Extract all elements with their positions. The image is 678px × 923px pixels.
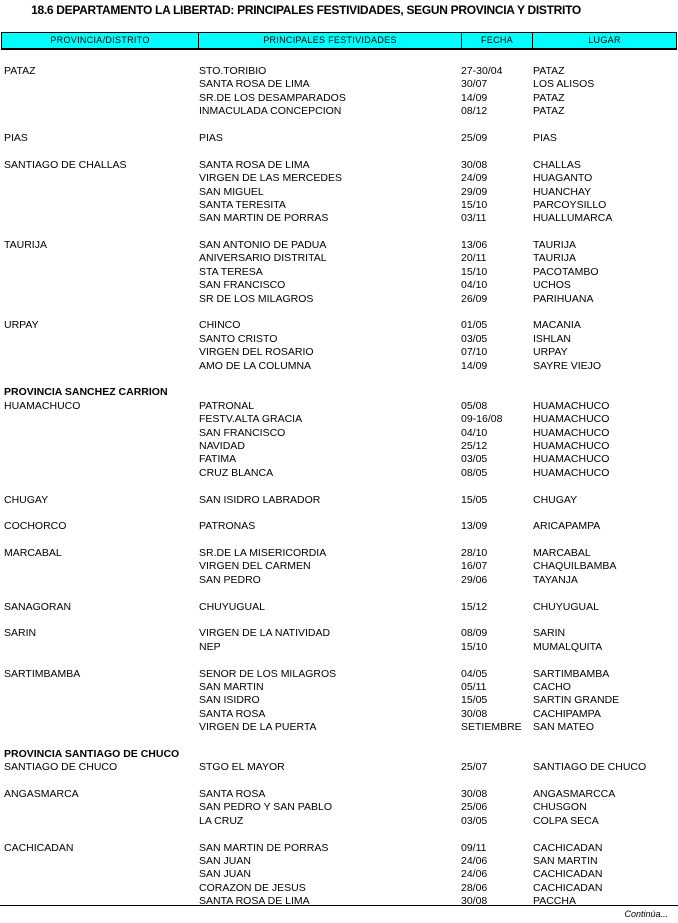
spacer-row xyxy=(0,507,678,520)
festividad-cell: STA TERESA xyxy=(199,265,263,278)
festividad-cell: VIRGEN DEL ROSARIO xyxy=(199,346,314,359)
festividad-cell: SAN ISIDRO xyxy=(199,694,260,707)
spacer-row xyxy=(0,119,678,132)
province-heading xyxy=(0,386,678,399)
fecha-cell: 15/05 xyxy=(461,493,488,506)
table-row xyxy=(0,413,678,426)
distrito-cell: URPAY xyxy=(4,319,39,332)
table-row xyxy=(0,494,678,507)
lugar-cell: ARICAPAMPA xyxy=(533,520,601,533)
lugar-cell: UCHOS xyxy=(533,279,571,292)
fecha-cell: 16/07 xyxy=(461,560,488,573)
fecha-cell: 01/05 xyxy=(461,319,488,332)
festividad-cell: NAVIDAD xyxy=(199,439,245,452)
table-row xyxy=(0,801,678,814)
fecha-cell: 27-30/04 xyxy=(461,65,503,77)
festividad-cell: SAN ANTONIO DE PADUA xyxy=(199,239,327,252)
festividad-cell: PIAS xyxy=(199,131,223,144)
page-title: 18.6 DEPARTAMENTO LA LIBERTAD: PRINCIPALES FESTIVIDADES, SEGUN PROVINCIA Y DISTRITO xyxy=(31,3,581,17)
fecha-cell: 04/10 xyxy=(461,426,488,439)
lugar-cell: CHAQUILBAMBA xyxy=(533,560,617,573)
festividad-cell: CHUYUGUAL xyxy=(199,600,265,613)
festividad-cell: SAN MARTIN DE PORRAS xyxy=(199,212,329,225)
distrito-cell: COCHORCO xyxy=(4,520,67,533)
distrito-cell: SANAGORAN xyxy=(4,600,72,613)
table-row xyxy=(0,319,678,332)
table-row xyxy=(0,761,678,774)
lugar-cell: CACHO xyxy=(533,680,571,693)
festividad-cell: CRUZ BLANCA xyxy=(199,466,274,479)
fecha-cell: 15/12 xyxy=(461,600,488,613)
fecha-cell: 07/10 xyxy=(461,346,488,359)
lugar-cell: MUMALQUITA xyxy=(533,640,603,653)
header-lugar: LUGAR xyxy=(588,35,621,45)
table-row xyxy=(0,681,678,694)
table-row xyxy=(0,627,678,640)
lugar-cell: SARTIN GRANDE xyxy=(533,694,620,707)
festividad-cell: SAN PEDRO Y SAN PABLO xyxy=(199,801,333,814)
fecha-cell: 25/07 xyxy=(461,761,488,774)
festividad-cell: SANTA ROSA xyxy=(199,788,266,801)
table-row xyxy=(0,895,678,908)
spacer-row xyxy=(0,373,678,386)
festividad-cell: AMO DE LA COLUMNA xyxy=(199,359,312,372)
fecha-cell: 30/08 xyxy=(461,895,488,908)
fecha-cell: 24/09 xyxy=(461,172,488,185)
festividad-cell: PATRONAL xyxy=(199,399,255,412)
distrito-cell: CACHICADAN xyxy=(4,841,74,854)
spacer-row xyxy=(0,480,678,493)
lugar-cell: HUAMACHUCO xyxy=(533,399,610,412)
fecha-cell: 15/05 xyxy=(461,694,488,707)
table-row xyxy=(0,239,678,252)
fecha-cell: 30/08 xyxy=(461,707,488,720)
table-header xyxy=(1,32,677,50)
fecha-cell: 25/06 xyxy=(461,801,488,814)
festividad-cell: SAN FRANCISCO xyxy=(199,426,286,439)
spacer-row xyxy=(0,145,678,158)
table-row xyxy=(0,65,678,78)
table-row xyxy=(0,346,678,359)
festividad-cell: VIRGEN DEL CARMEN xyxy=(199,560,311,573)
table-row xyxy=(0,105,678,118)
table-row xyxy=(0,467,678,480)
lugar-cell: MARCABAL xyxy=(533,547,591,560)
spacer-row xyxy=(0,614,678,627)
lugar-cell: HUAMACHUCO xyxy=(533,413,610,426)
fecha-cell: 30/08 xyxy=(461,158,488,171)
fecha-cell: SETIEMBRE xyxy=(461,721,522,734)
table-row xyxy=(0,440,678,453)
lugar-cell: TAURIJA xyxy=(533,239,576,252)
table-row xyxy=(0,547,678,560)
festividad-cell: FATIMA xyxy=(199,453,237,466)
festividad-cell: SANTA ROSA DE LIMA xyxy=(199,78,310,91)
lugar-cell: ISHLAN xyxy=(533,332,571,345)
fecha-cell: 05/11 xyxy=(461,680,487,693)
lugar-cell: HUAGANTO xyxy=(533,172,593,185)
fecha-cell: 09-16/08 xyxy=(461,413,503,426)
fecha-cell: 14/09 xyxy=(461,91,488,104)
festividad-cell: SANTA ROSA DE LIMA xyxy=(199,158,310,171)
festividad-cell: SANTA TERESITA xyxy=(199,198,286,211)
table-row xyxy=(0,279,678,292)
festividad-cell: SAN MIGUEL xyxy=(199,185,264,198)
festividad-cell: SENOR DE LOS MILAGROS xyxy=(199,667,337,680)
lugar-cell: TAURIJA xyxy=(533,252,576,265)
table-row xyxy=(0,520,678,533)
lugar-cell: PARIHUANA xyxy=(533,292,594,305)
header-festividades: PRINCIPALES FESTIVIDADES xyxy=(199,33,462,48)
table-row xyxy=(0,601,678,614)
fecha-cell: 24/06 xyxy=(461,868,488,881)
fecha-cell: 03/11 xyxy=(461,212,487,225)
fecha-cell: 28/10 xyxy=(461,547,488,560)
distrito-cell: SARIN xyxy=(4,627,37,640)
festividad-cell: ANIVERSARIO DISTRITAL xyxy=(199,252,327,265)
lugar-cell: PATAZ xyxy=(533,105,565,118)
table-row xyxy=(0,172,678,185)
fecha-cell: 24/06 xyxy=(461,855,488,868)
festividad-cell: CORAZON DE JESUS xyxy=(199,881,306,894)
festividad-cell: NEP xyxy=(199,640,221,653)
festividad-cell: SANTA ROSA DE LIMA xyxy=(199,895,310,908)
header-provincia-distrito: PROVINCIA/DISTRITO xyxy=(2,33,199,48)
table-row xyxy=(0,212,678,225)
fecha-cell: 03/05 xyxy=(461,332,488,345)
distrito-cell: HUAMACHUCO xyxy=(4,399,81,412)
fecha-cell: 26/09 xyxy=(461,292,488,305)
festividad-cell: VIRGEN DE LA PUERTA xyxy=(199,721,317,734)
fecha-cell: 30/08 xyxy=(461,788,488,801)
lugar-cell: SARIN xyxy=(533,627,566,640)
festividad-cell: SAN JUAN xyxy=(199,868,251,881)
fecha-cell: 05/08 xyxy=(461,399,488,412)
festividad-cell: INMACULADA CONCEPCION xyxy=(199,105,342,118)
lugar-cell: TAYANJA xyxy=(533,573,578,586)
lugar-cell: HUANCHAY xyxy=(533,185,592,198)
table-row xyxy=(0,427,678,440)
table-body xyxy=(0,65,678,909)
lugar-cell: PACOTAMBO xyxy=(533,265,599,278)
festividad-cell: SR.DE LOS DESAMPARADOS xyxy=(199,91,346,104)
lugar-cell: SAN MATEO xyxy=(533,721,595,734)
fecha-cell: 08/09 xyxy=(461,627,488,640)
festividad-cell: FESTV.ALTA GRACIA xyxy=(199,413,303,426)
festividad-cell: STO.TORIBIO xyxy=(199,65,267,77)
distrito-cell: TAURIJA xyxy=(4,239,47,252)
fecha-cell: 29/06 xyxy=(461,573,488,586)
table-row xyxy=(0,252,678,265)
fecha-cell: 25/12 xyxy=(461,439,488,452)
fecha-cell: 15/10 xyxy=(461,265,488,278)
fecha-cell: 13/06 xyxy=(461,239,488,252)
festividad-cell: LA CRUZ xyxy=(199,814,244,827)
table-row xyxy=(0,293,678,306)
distrito-cell: PIAS xyxy=(4,131,28,144)
lugar-cell: COLPA SECA xyxy=(533,814,599,827)
lugar-cell: SANTIAGO DE CHUCO xyxy=(533,761,647,774)
fecha-cell: 03/05 xyxy=(461,814,488,827)
table-row xyxy=(0,186,678,199)
distrito-cell: SARTIMBAMBA xyxy=(4,667,81,680)
lugar-cell: CHUGAY xyxy=(533,493,578,506)
festividad-cell: SAN ISIDRO LABRADOR xyxy=(199,493,321,506)
fecha-cell: 28/06 xyxy=(461,881,488,894)
lugar-cell: CACHICADAN xyxy=(533,881,603,894)
lugar-cell: CHUYUGUAL xyxy=(533,600,599,613)
fecha-cell: 08/12 xyxy=(461,105,488,118)
province-heading xyxy=(0,748,678,761)
table-row xyxy=(0,815,678,828)
header-fecha: FECHA xyxy=(462,33,533,48)
distrito-cell: PATAZ xyxy=(4,65,36,77)
fecha-cell: 15/10 xyxy=(461,198,488,211)
lugar-cell: CACHICADAN xyxy=(533,868,603,881)
lugar-cell: LOS ALISOS xyxy=(533,78,595,91)
fecha-cell: 13/09 xyxy=(461,520,488,533)
lugar-cell: HUAMACHUCO xyxy=(533,453,610,466)
festividad-cell: SANTA ROSA xyxy=(199,707,266,720)
spacer-row xyxy=(0,226,678,239)
province-name: PROVINCIA SANTIAGO DE CHUCO xyxy=(4,747,180,760)
lugar-cell: PATAZ xyxy=(533,91,565,104)
fecha-cell: 29/09 xyxy=(461,185,488,198)
lugar-cell: CHUSGON xyxy=(533,801,587,814)
spacer-row xyxy=(0,587,678,600)
spacer-row xyxy=(0,306,678,319)
fecha-cell: 09/11 xyxy=(461,841,487,854)
table-row xyxy=(0,92,678,105)
lugar-cell: CACHICADAN xyxy=(533,841,603,854)
lugar-cell: HUAMACHUCO xyxy=(533,426,610,439)
fecha-cell: 25/09 xyxy=(461,131,488,144)
spacer-row xyxy=(0,654,678,667)
lugar-cell: HUALLUMARCA xyxy=(533,212,613,225)
table-row xyxy=(0,721,678,734)
distrito-cell: MARCABAL xyxy=(4,547,62,560)
spacer-row xyxy=(0,828,678,841)
festividad-cell: SANTO CRISTO xyxy=(199,332,278,345)
lugar-cell: HUAMACHUCO xyxy=(533,439,610,452)
table-row xyxy=(0,708,678,721)
table-row xyxy=(0,788,678,801)
table-row xyxy=(0,574,678,587)
festividad-cell: STGO EL MAYOR xyxy=(199,761,285,774)
lugar-cell: SAYRE VIEJO xyxy=(533,359,602,372)
fecha-cell: 04/10 xyxy=(461,279,488,292)
spacer-row xyxy=(0,775,678,788)
festividad-cell: SAN MARTIN DE PORRAS xyxy=(199,841,329,854)
table-row xyxy=(0,199,678,212)
festividad-cell: PATRONAS xyxy=(199,520,256,533)
spacer-row xyxy=(0,735,678,748)
festividad-cell: SR DE LOS MILAGROS xyxy=(199,292,314,305)
lugar-cell: PATAZ xyxy=(533,65,565,77)
table-row xyxy=(0,266,678,279)
festividad-cell: SAN PEDRO xyxy=(199,573,261,586)
fecha-cell: 14/09 xyxy=(461,359,488,372)
continues-note: Continúa... xyxy=(624,909,668,919)
province-name: PROVINCIA SANCHEZ CARRION xyxy=(4,386,168,399)
lugar-cell: PIAS xyxy=(533,131,557,144)
distrito-cell: SANTIAGO DE CHALLAS xyxy=(4,158,127,171)
table-row xyxy=(0,694,678,707)
lugar-cell: HUAMACHUCO xyxy=(533,466,610,479)
fecha-cell: 04/05 xyxy=(461,667,488,680)
fecha-cell: 15/10 xyxy=(461,640,488,653)
lugar-cell: SAN MARTIN xyxy=(533,855,598,868)
table-row xyxy=(0,159,678,172)
lugar-cell: PARCOYSILLO xyxy=(533,198,607,211)
table-row xyxy=(0,882,678,895)
table-row xyxy=(0,560,678,573)
table-row xyxy=(0,855,678,868)
festividad-cell: SAN MARTIN xyxy=(199,680,264,693)
lugar-cell: MACANIA xyxy=(533,319,581,332)
festividad-cell: SAN FRANCISCO xyxy=(199,279,286,292)
fecha-cell: 08/05 xyxy=(461,466,488,479)
table-row xyxy=(0,360,678,373)
table-row xyxy=(0,453,678,466)
table-row xyxy=(0,333,678,346)
table-row xyxy=(0,641,678,654)
fecha-cell: 30/07 xyxy=(461,78,488,91)
lugar-cell: CHALLAS xyxy=(533,158,581,171)
festividad-cell: CHINCO xyxy=(199,319,241,332)
festividad-cell: SR.DE LA MISERICORDIA xyxy=(199,547,327,560)
table-row xyxy=(0,78,678,91)
lugar-cell: ANGASMARCCA xyxy=(533,788,616,801)
table-row xyxy=(0,868,678,881)
festividad-cell: VIRGEN DE LA NATIVIDAD xyxy=(199,627,331,640)
table-row xyxy=(0,132,678,145)
table-row xyxy=(0,842,678,855)
fecha-cell: 03/05 xyxy=(461,453,488,466)
lugar-cell: CACHIPAMPA xyxy=(533,707,601,720)
lugar-cell: URPAY xyxy=(533,346,568,359)
festividad-cell: SAN JUAN xyxy=(199,855,251,868)
festividad-cell: VIRGEN DE LAS MERCEDES xyxy=(199,172,342,185)
fecha-cell: 20/11 xyxy=(461,252,487,265)
footer-divider xyxy=(0,905,678,906)
table-row xyxy=(0,400,678,413)
table-row xyxy=(0,668,678,681)
lugar-cell: SARTIMBAMBA xyxy=(533,667,610,680)
distrito-cell: SANTIAGO DE CHUCO xyxy=(4,761,118,774)
lugar-cell: PACCHA xyxy=(533,895,576,908)
distrito-cell: ANGASMARCA xyxy=(4,788,79,801)
spacer-row xyxy=(0,534,678,547)
distrito-cell: CHUGAY xyxy=(4,493,49,506)
